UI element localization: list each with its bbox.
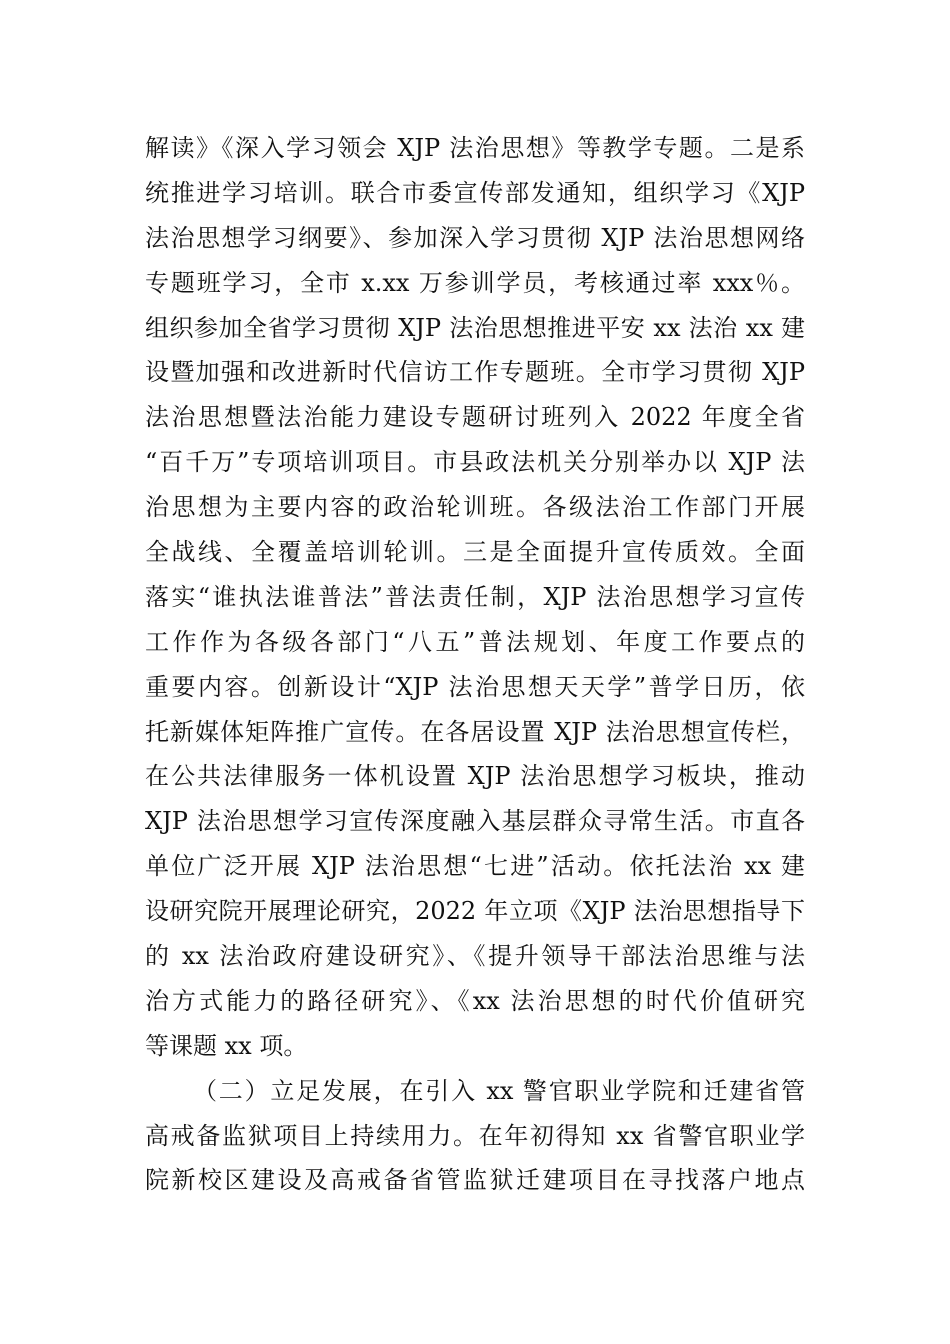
text-line: 的 xx 法治政府建设研究》、《提升领导干部法治思维与法 — [145, 942, 805, 971]
text-line: 院新校区建设及高戒备省管监狱迁建项目在寻找落户地点 — [145, 1166, 805, 1195]
text-line: 托新媒体矩阵推广宣传。在各居设置 XJP 法治思想宣传栏， — [145, 717, 805, 746]
text-line: 组织参加全省学习贯彻 XJP 法治思想推进平安 xx 法治 xx 建 — [145, 313, 805, 342]
text-line: XJP 法治思想学习宣传深度融入基层群众寻常生活。市直各 — [145, 807, 805, 836]
text-line: 全战线、全覆盖培训轮训。三是全面提升宣传质效。全面 — [145, 538, 805, 567]
text-line: 解读》《深入学习领会 XJP 法治思想》等教学专题。二是系 — [145, 134, 805, 162]
text-line: “百千万”专项培训项目。市县政法机关分别举办以 XJP 法 — [145, 448, 805, 477]
text-line: 设暨加强和改进新时代信访工作专题班。全市学习贯彻 XJP — [145, 358, 805, 387]
text-line: 法治思想暨法治能力建设专题研讨班列入 2022 年度全省 — [145, 403, 805, 432]
text-line: 设研究院开展理论研究，2022 年立项《XJP 法治思想指导下 — [145, 897, 805, 926]
text-line: 单位广泛开展 XJP 法治思想“七进”活动。依托法治 xx 建 — [145, 852, 805, 881]
body-text — [145, 126, 805, 1203]
text-line: 高戒备监狱项目上持续用力。在年初得知 xx 省警官职业学 — [145, 1121, 805, 1150]
text-line: 落实“谁执法谁普法”普法责任制，XJP 法治思想学习宣传 — [145, 582, 805, 611]
text-line: 在公共法律服务一体机设置 XJP 法治思想学习板块，推动 — [145, 762, 805, 791]
section-heading-line: （二）立足发展，在引入 xx 警官职业学院和迁建省管 — [193, 1076, 805, 1105]
text-line: 法治思想学习纲要》、参加深入学习贯彻 XJP 法治思想网络 — [145, 223, 805, 252]
text-line: 治思想为主要内容的政治轮训班。各级法治工作部门开展 — [145, 493, 805, 522]
text-line: 工作作为各级各部门“八五”普法规划、年度工作要点的 — [145, 627, 805, 656]
text-line: 专题班学习，全市 x.xx 万参训学员，考核通过率 xxx％。 — [145, 268, 805, 297]
text-line: 统推进学习培训。联合市委宣传部发通知，组织学习《XJP — [145, 178, 805, 207]
paragraph-end-line: 等课题 xx 项。 — [145, 1031, 308, 1060]
text-line: 重要内容。创新设计“XJP 法治思想天天学”普学日历，依 — [145, 672, 805, 701]
text-line: 治方式能力的路径研究》、《xx 法治思想的时代价值研究 — [145, 986, 805, 1015]
